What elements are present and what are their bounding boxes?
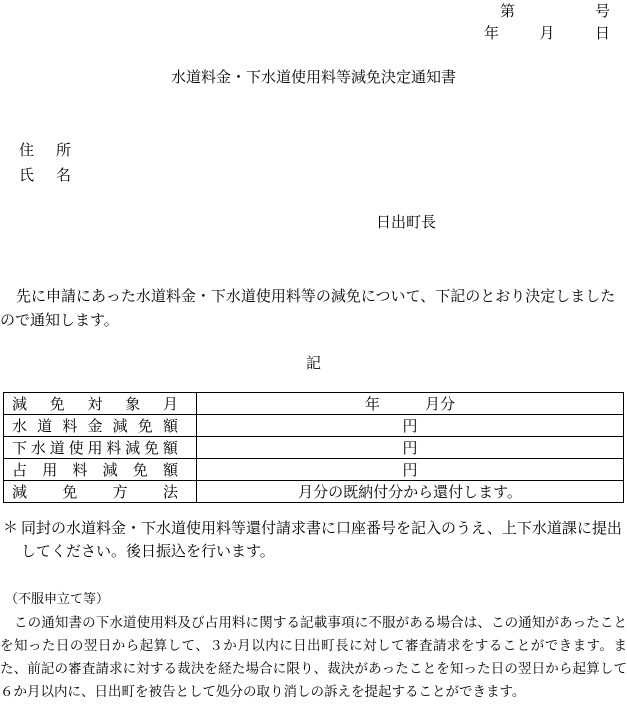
appeal-heading: （不服申立て等） (5, 592, 110, 607)
note-asterisk: ＊ (3, 518, 19, 536)
address-label (19, 140, 71, 160)
row-value: 円 (197, 437, 624, 459)
table-row (4, 459, 624, 481)
document-number (500, 1, 610, 21)
document-title: 水道料金・下水道使用料等減免決定通知書 (170, 68, 456, 86)
number-suffix: 号 (594, 2, 610, 20)
table-row (4, 481, 624, 503)
row-label (4, 459, 197, 481)
table-row (4, 437, 624, 459)
row-label-text: 減 免 方 法 (12, 483, 178, 501)
date-year: 年 (484, 24, 500, 42)
row-label (4, 415, 197, 437)
row-value: 円 (197, 415, 624, 437)
row-label (4, 393, 197, 415)
issuer-name: 日出町長 (376, 213, 437, 231)
name-label (19, 165, 71, 185)
row-value: 円 (197, 459, 624, 481)
document-date (484, 23, 610, 43)
note-text: 同封の水道料金・下水道使用料等還付請求書に口座番号を記入のうえ、上下水道課に提出してください。後日振込を行います。 (21, 519, 622, 560)
table-row (4, 393, 624, 415)
row-value: 月分の既納付分から還付します。 (197, 481, 624, 503)
row-label-text: 水 道 料 金 減 免 額 (12, 417, 178, 435)
address-label-char-2: 所 (55, 141, 71, 159)
name-label-char-1: 氏 (19, 166, 35, 184)
row-value: 年 月分 (197, 393, 624, 415)
record-heading: 記 (305, 354, 321, 372)
appeal-text: この通知書の下水道使用料及び占用料に関する記載事項に不服がある場合は、この通知があったことを知った日の翌日から起算して、３か月以内に日出町長に対して審査請求をすることができます。また、前記の審査請求に対する裁決を経た場合に限り、裁決があったことを知った日の翌日から起算して６か月以内に、日出町を被告として処分の取り消しの訴えを提起することができます。 (0, 615, 627, 700)
row-label-text: 占 用 料 減 免 額 (12, 461, 178, 479)
row-label-text: 減 免 対 象 月 (12, 395, 178, 413)
reduction-details-table (3, 392, 624, 503)
row-label-text: 下 水 道 使 用 料 減 免 額 (12, 439, 178, 457)
name-label-char-2: 名 (55, 166, 71, 184)
table-row (4, 415, 624, 437)
number-prefix: 第 (500, 2, 516, 20)
body-paragraph: 先に申請にあった水道料金・下水道使用料等の減免について、下記のとおり決定しましたので通知します。 (0, 287, 616, 329)
address-label-char-1: 住 (19, 141, 35, 159)
row-label (4, 481, 197, 503)
row-label (4, 437, 197, 459)
date-month: 月 (539, 24, 555, 42)
date-day: 日 (594, 24, 610, 42)
